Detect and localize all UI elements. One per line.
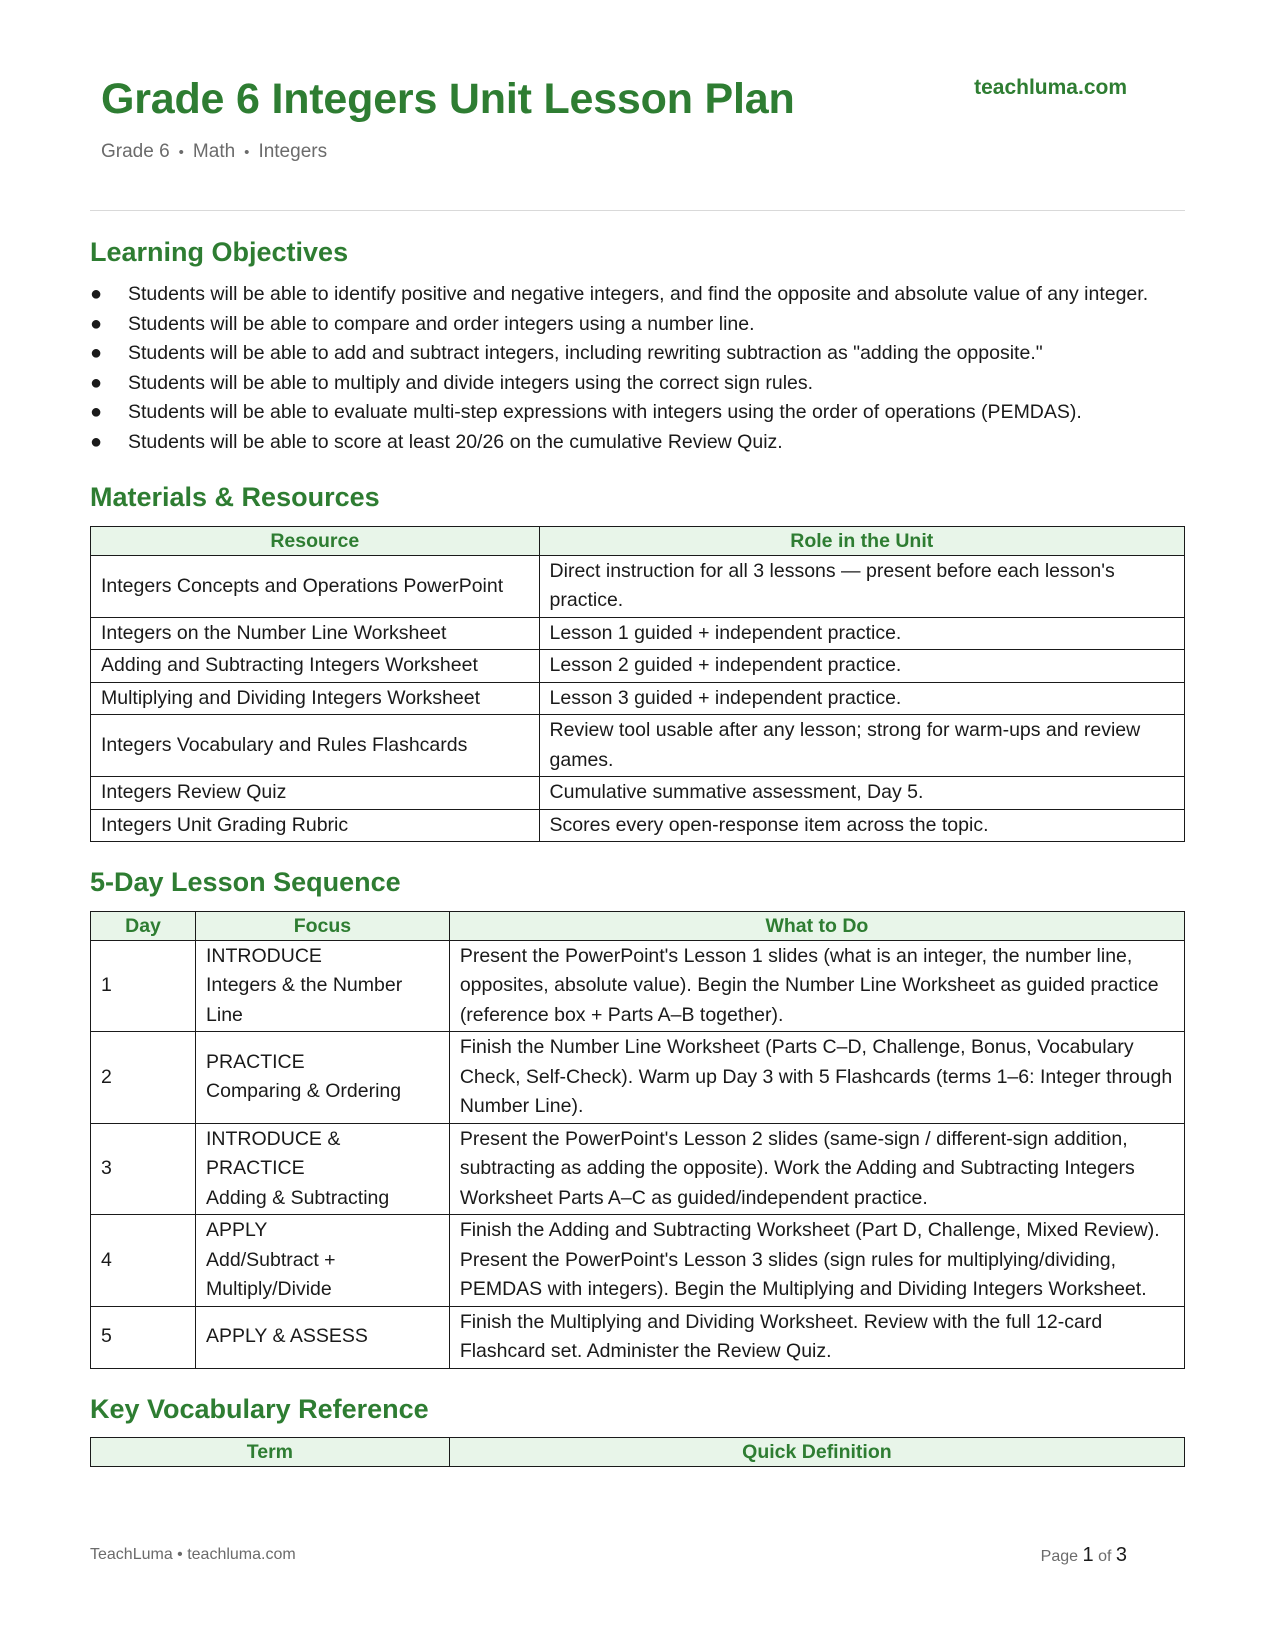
main-content [90,236,1185,1467]
focus-cell: PRACTICE Comparing & Ordering [196,1032,450,1124]
sequence-heading: 5-Day Lesson Sequence [90,867,401,898]
bullet-icon: ● [90,401,103,424]
table-header-row [91,1438,1185,1467]
page-title: Grade 6 Integers Unit Lesson Plan [101,75,795,123]
column-header: What to Do [449,911,1184,940]
day-cell: 1 [91,940,196,1032]
list-item: ● Students will be able to multiply and divide integers using the correct sign rules. [90,369,1185,399]
table-row: Integers Unit Grading Rubric Scores every open-response item across the topic. [91,809,1185,842]
todo-cell: Finish the Number Line Worksheet (Parts C–D, Challenge, Bonus, Vocabulary Check, Self-Check). Warm up Day 3 with 5 Flashcards (terms 1–6: Integer through Number Line). [449,1032,1184,1124]
header [101,74,1127,126]
materials-heading: Materials & Resources [90,482,380,513]
bullet-icon: ● [90,430,103,453]
bullet-icon: ● [90,342,103,365]
list-item: ● Students will be able to evaluate multi-step expressions with integers using the order of operations (PEMDAS). [90,398,1185,428]
table-row [91,1306,1185,1368]
meta-topic: Integers [258,141,328,162]
todo-cell: Finish the Adding and Subtracting Worksheet (Part D, Challenge, Mixed Review). Present the PowerPoint's Lesson 3 slides (sign rules for multiplying/dividing, PEMDAS with integers). Begin the Multiplying and Dividing Integers Worksheet. [449,1215,1184,1307]
focus-cell: INTRODUCE & PRACTICE Adding & Subtracting [196,1123,450,1215]
site-link[interactable]: teachluma.com [974,76,1127,99]
meta-grade: Grade 6 [101,141,170,162]
focus-cell: APPLY & ASSESS [196,1306,450,1368]
table-row: Integers Vocabulary and Rules Flashcards Review tool usable after any lesson; strong for warm-ups and review games. [91,715,1185,777]
todo-cell: Present the PowerPoint's Lesson 1 slides (what is an integer, the number line, opposites, absolute value). Begin the Number Line Worksheet as guided practice (reference box + Parts A–B together). [449,940,1184,1032]
table-row: Integers Review Quiz Cumulative summative assessment, Day 5. [91,777,1185,810]
column-header: Day [91,911,196,940]
day-cell: 5 [91,1306,196,1368]
column-header: Quick Definition [449,1438,1184,1467]
table-row: Integers Concepts and Operations PowerPoint Direct instruction for all 3 lessons — present before each lesson's practice. [91,555,1185,617]
objectives-heading: Learning Objectives [90,237,349,267]
page-number: Page 1 of 3 [1040,1544,1127,1566]
header-divider [90,210,1185,211]
todo-cell: Present the PowerPoint's Lesson 2 slides (same-sign / different-sign addition, subtracting as adding the opposite). Work the Adding and Subtracting Integers Worksheet Parts A–C as guided/independent practice. [449,1123,1184,1215]
table-row: Adding and Subtracting Integers Worksheet Lesson 2 guided + independent practice. [91,650,1185,683]
list-item: ● Students will be able to compare and order integers using a number line. [90,310,1185,340]
day-cell: 2 [91,1032,196,1124]
table-row: Multiplying and Dividing Integers Worksheet Lesson 3 guided + independent practice. [91,682,1185,715]
sequence-table [90,911,1185,1369]
list-item: ● Students will be able to score at least 20/26 on the cumulative Review Quiz. [90,428,1185,458]
table-row [91,1123,1185,1215]
meta-subject: Math [192,141,236,162]
table-header-row [91,911,1185,940]
bullet-icon: ● [90,312,103,335]
bullet-icon: ● [90,371,103,394]
table-row [91,1032,1185,1124]
table-header-row [91,526,1185,555]
table-row [91,1215,1185,1307]
breadcrumb [101,141,327,163]
table-row: Integers on the Number Line Worksheet Lesson 1 guided + independent practice. [91,617,1185,650]
separator-dot: • [178,144,184,161]
day-cell: 3 [91,1123,196,1215]
column-header: Term [91,1438,450,1467]
footer-brand: TeachLuma • teachluma.com [90,1546,296,1563]
list-item: ● Students will be able to identify positive and negative integers, and find the opposite and absolute value of any integer. [90,280,1185,310]
table-row [91,940,1185,1032]
focus-cell: APPLY Add/Subtract + Multiply/Divide [196,1215,450,1307]
vocabulary-heading: Key Vocabulary Reference [90,1393,429,1424]
objectives-list [90,280,1185,457]
day-cell: 4 [91,1215,196,1307]
todo-cell: Finish the Multiplying and Dividing Worksheet. Review with the full 12-card Flashcard set. Administer the Review Quiz. [449,1306,1184,1368]
materials-table [90,526,1185,843]
column-header: Focus [196,911,450,940]
focus-cell: INTRODUCE Integers & the Number Line [196,940,450,1032]
list-item: ● Students will be able to add and subtract integers, including rewriting subtraction as "adding the opposite." [90,339,1185,369]
bullet-icon: ● [90,283,103,306]
column-header: Resource [91,526,540,555]
vocabulary-table [90,1437,1185,1467]
separator-dot: • [244,144,250,161]
column-header: Role in the Unit [539,526,1184,555]
